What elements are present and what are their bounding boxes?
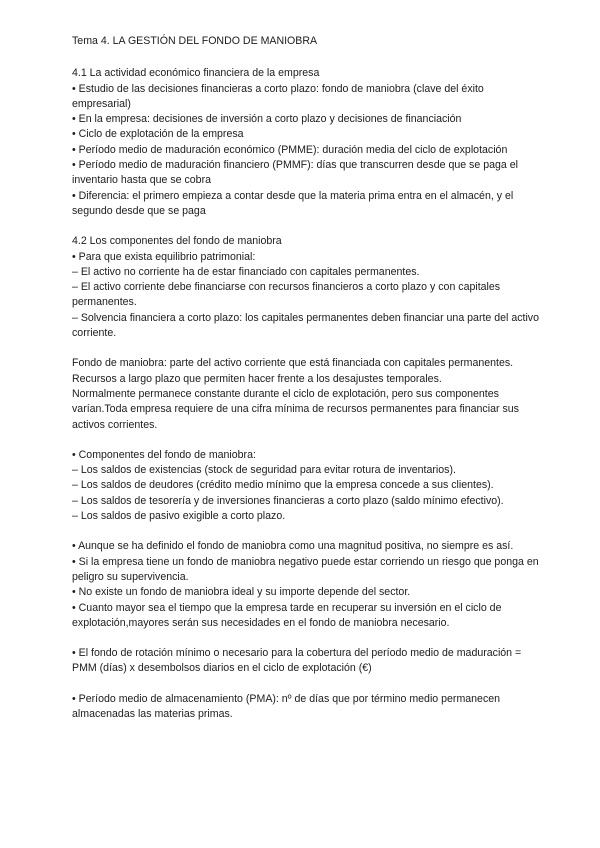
document-title: Tema 4. LA GESTIÓN DEL FONDO DE MANIOBRA bbox=[72, 35, 318, 47]
bullet-line: • Para que exista equilibrio patrimonial: bbox=[72, 250, 256, 263]
componentes-list bbox=[72, 448, 542, 524]
bullet-line: • Diferencia: el primero empieza a contar desde que la materia prima entra en el almacén, y el segundo desde que se paga bbox=[72, 189, 514, 217]
dash-line: – El activo no corriente ha de estar financiado con capitales permanentes. bbox=[72, 265, 420, 278]
section-heading: 4.2 Los componentes del fondo de maniobra bbox=[72, 235, 282, 248]
bullet-line: • Si la empresa tiene un fondo de maniobra negativo puede estar corriendo un riesgo que ponga en peligro su supervivencia. bbox=[72, 555, 539, 583]
paragraph-line: Normalmente permanece constante durante el ciclo de explotación, pero sus componentes varían.Toda empresa requiere de una cifra mínima de recursos permanentes para financiar sus activos corrientes. bbox=[72, 387, 519, 431]
paragraph-line: Fondo de maniobra: parte del activo corriente que está financiada con capitales permanentes. bbox=[72, 357, 514, 370]
bullet-line: • Ciclo de explotación de la empresa bbox=[72, 128, 244, 141]
dash-line: – El activo corriente debe financiarse con recursos financieros a corto plazo y con capitales permanentes. bbox=[72, 281, 501, 309]
dash-line: – Los saldos de pasivo exigible a corto plazo. bbox=[72, 510, 286, 523]
bullet-line: • Aunque se ha definido el fondo de maniobra como una magnitud positiva, no siempre es así. bbox=[72, 540, 514, 553]
section-4-1 bbox=[72, 66, 542, 219]
fondo-maniobra-definition bbox=[72, 356, 542, 432]
bullet-line: • Componentes del fondo de maniobra: bbox=[72, 448, 256, 461]
document-page bbox=[72, 34, 542, 737]
paragraph-line: Recursos a largo plazo que permiten hacer frente a los desajustes temporales. bbox=[72, 372, 442, 385]
section-4-2 bbox=[72, 234, 542, 341]
bullet-line: • No existe un fondo de maniobra ideal y su importe depende del sector. bbox=[72, 586, 411, 599]
bullet-line: • Período medio de maduración financiero (PMMF): días que transcurren desde que se paga el inventario hasta que se cobra bbox=[72, 159, 518, 187]
dash-line: – Los saldos de deudores (crédito medio mínimo que la empresa concede a sus clientes). bbox=[72, 479, 494, 492]
observaciones-list bbox=[72, 539, 542, 631]
bullet-line: • Período medio de almacenamiento (PMA): nº de días que por término medio permanecen almacenadas las materias primas. bbox=[72, 692, 501, 720]
dash-line: – Los saldos de tesorería y de inversiones financieras a corto plazo (saldo mínimo efectivo). bbox=[72, 494, 504, 507]
bullet-line: • Estudio de las decisiones financieras a corto plazo: fondo de maniobra (clave del éxito empresarial) bbox=[72, 82, 484, 110]
fondo-rotacion-paragraph bbox=[72, 646, 542, 677]
bullet-line: • Cuanto mayor sea el tiempo que la empresa tarde en recuperar su inversión en el ciclo de explotación,mayores serán sus necesidades en el fondo de maniobra necesario. bbox=[72, 601, 502, 629]
bullet-line: • En la empresa: decisiones de inversión a corto plazo y decisiones de financiación bbox=[72, 113, 462, 126]
bullet-line: • El fondo de rotación mínimo o necesario para la cobertura del período medio de maduración = PMM (días) x desembolsos diarios en el ciclo de explotación (€) bbox=[72, 647, 522, 675]
bullet-line: • Período medio de maduración económico (PMME): duración media del ciclo de explotación bbox=[72, 143, 508, 156]
pma-paragraph bbox=[72, 692, 542, 723]
dash-line: – Solvencia financiera a corto plazo: los capitales permanentes deben financiar una parte del activo corriente. bbox=[72, 311, 539, 340]
dash-line: – Los saldos de existencias (stock de seguridad para evitar rotura de inventarios). bbox=[72, 464, 456, 477]
section-heading: 4.1 La actividad económico financiera de la empresa bbox=[72, 67, 320, 80]
